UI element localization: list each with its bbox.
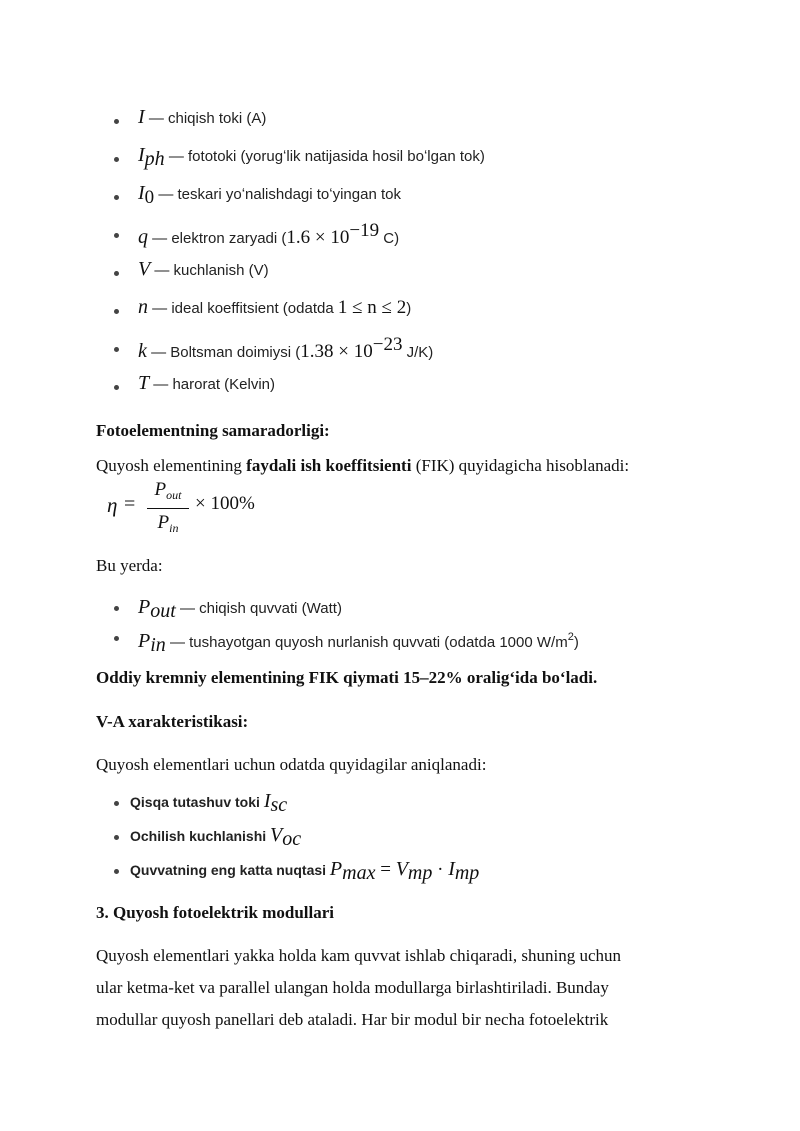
bullet-icon: [114, 835, 119, 840]
fraction-bar: [147, 508, 189, 509]
parameter-label: Quvvatning eng katta nuqtasi: [130, 862, 330, 878]
math-symbol: I: [138, 182, 145, 204]
list-item: [0, 786, 479, 820]
paragraph-text: (FIK) quyidagicha hisoblanadi:: [411, 456, 630, 475]
definition-text: — Boltsman doimiysi (: [151, 344, 301, 361]
list-item: [0, 330, 485, 368]
math-value: 1 ≤ n ≤ 2: [337, 297, 407, 318]
definition-tail: J/K): [402, 344, 434, 361]
math-subscript: in: [150, 634, 166, 656]
definition-tail: ): [406, 300, 412, 317]
list-item: [0, 623, 579, 656]
math-symbol: P: [138, 630, 151, 652]
bold-term: faydali ish koeffitsienti: [246, 456, 412, 475]
list-item: [0, 102, 485, 140]
formula-lhs: η: [107, 493, 118, 517]
paragraph: Quyosh elementlari uchun odatda quyidagilar aniqlanadi:: [96, 755, 487, 774]
definition-text: — kuchlanish (V): [154, 262, 269, 279]
math-subscript: mp: [407, 862, 433, 884]
superscript: 2: [567, 631, 574, 643]
math-subscript: mp: [454, 862, 480, 884]
list-item: [0, 178, 485, 216]
parameter-label: Ochilish kuchlanishi: [130, 828, 271, 844]
definition-text: — chiqish quvvati (Watt): [179, 600, 342, 617]
math-symbol: T: [138, 372, 150, 394]
list-item: [0, 593, 579, 623]
definition-tail: C): [379, 230, 400, 247]
math-symbol: P: [138, 596, 151, 618]
definition-text: — tushayotgan quyosh nurlanish quvvati (odatda 1000 W/m: [169, 634, 568, 651]
paragraph-line: modullar quyosh panellari deb ataladi. Har bir modul bir necha fotoelektrik: [96, 1010, 609, 1029]
fraction-numerator: $P_{out}$: [154, 479, 182, 502]
math-value: 1.6 × 10: [286, 227, 350, 248]
paragraph-line: ular ketma-ket va parallel ulangan holda modullarga birlashtiriladi. Bunday: [96, 978, 609, 997]
definition-text: — ideal koeffitsient (odatda: [152, 300, 338, 317]
va-parameters-list: [0, 786, 479, 888]
section-heading: V-A xarakteristikasi:: [96, 712, 249, 731]
paragraph-line: Quyosh elementlari yakka holda kam quvvat ishlab chiqaradi, shuning uchun: [96, 946, 621, 965]
bullet-icon: [114, 157, 119, 162]
math-symbol: V: [395, 858, 408, 880]
list-item: [0, 368, 485, 406]
power-definitions-list: [0, 593, 579, 656]
bullet-icon: [114, 233, 119, 238]
list-item: [0, 854, 479, 888]
math-dot: ·: [432, 859, 449, 880]
math-symbol: V: [138, 258, 151, 280]
paragraph: [96, 456, 629, 476]
math-symbol: k: [138, 340, 147, 362]
math-subscript: oc: [282, 828, 302, 850]
bullet-icon: [114, 869, 119, 874]
bullet-icon: [114, 195, 119, 200]
parameter-label: Qisqa tutashuv toki: [130, 794, 264, 810]
definition-tail: ): [573, 634, 579, 651]
list-item: [0, 292, 485, 330]
symbol-definitions-list: [0, 102, 485, 406]
list-item: [0, 216, 485, 254]
list-item: [0, 820, 479, 854]
formula-multiplier: × 100%: [195, 493, 255, 514]
list-item: [0, 254, 485, 292]
bullet-icon: [114, 801, 119, 806]
math-symbol: I: [138, 106, 145, 128]
formula-fraction: [147, 479, 189, 539]
bullet-icon: [114, 347, 119, 352]
formula-equals: =: [124, 493, 136, 515]
list-item: [0, 140, 485, 178]
bullet-icon: [114, 636, 119, 641]
bullet-icon: [114, 606, 119, 611]
section-heading: Fotoelementning samaradorligi:: [96, 421, 330, 440]
definition-text: — elektron zaryadi (: [152, 230, 287, 247]
math-subscript: sc: [270, 794, 288, 816]
math-symbol: P: [329, 858, 343, 880]
math-symbol: I: [138, 144, 145, 166]
math-symbol: n: [138, 296, 148, 318]
fraction-denominator: $P_{in}$: [157, 512, 179, 535]
math-exponent: −19: [349, 220, 380, 241]
bullet-icon: [114, 271, 119, 276]
paragraph-text: Quyosh elementining: [96, 456, 247, 475]
math-symbol: V: [270, 824, 283, 846]
bullet-icon: [114, 385, 119, 390]
math-symbol: q: [138, 226, 148, 248]
bold-note: Oddiy kremniy elementining FIK qiymati 15–22% oraligʻida boʻladi.: [96, 668, 598, 687]
math-exponent: −23: [372, 334, 403, 355]
math-subscript: ph: [144, 148, 165, 170]
definition-text: — harorat (Kelvin): [153, 376, 276, 393]
math-subscript: max: [342, 862, 376, 884]
bullet-icon: [114, 119, 119, 124]
math-subscript: 0: [144, 187, 155, 208]
paragraph: Bu yerda:: [96, 556, 163, 575]
math-value: 1.38 × 10: [300, 341, 373, 362]
math-equals: =: [375, 859, 396, 880]
math-symbol: I: [263, 790, 271, 812]
math-symbol: I: [448, 858, 455, 880]
definition-text: — chiqish toki (A): [148, 110, 267, 127]
math-subscript: out: [150, 600, 176, 622]
definition-text: — teskari yoʻnalishdagi toʻyingan tok: [158, 186, 401, 203]
section-heading: 3. Quyosh fotoelektrik modullari: [96, 903, 335, 922]
definition-text: — fototoki (yorugʻlik natijasida hosil boʻlgan tok): [168, 148, 485, 165]
paragraph: [96, 940, 621, 1036]
bullet-icon: [114, 309, 119, 314]
